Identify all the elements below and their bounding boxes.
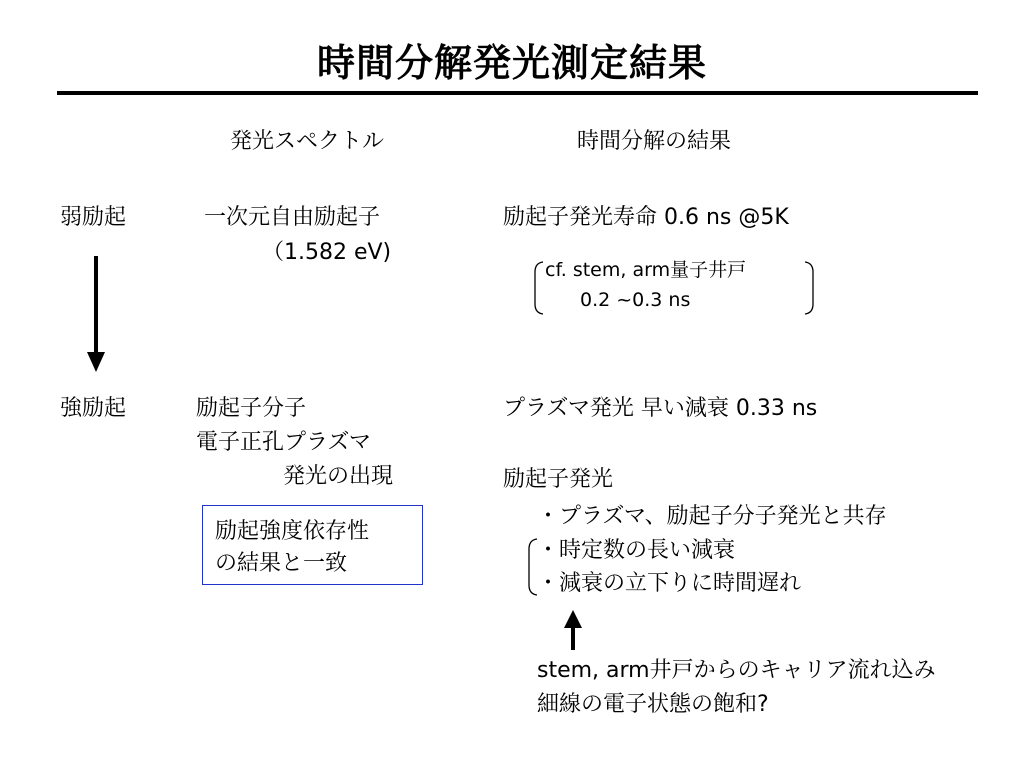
strong-spectrum-line3: 発光の出現: [283, 464, 394, 489]
strong-spectrum-line2: 電子正孔プラズマ: [196, 430, 371, 455]
strong-spectrum-line1: 励起子分子: [196, 396, 307, 421]
conclusion-box-line2: の結果と一致: [215, 551, 348, 576]
weak-spectrum-line1: 一次元自由励起子: [204, 205, 381, 230]
excitation-down-arrow: [87, 256, 105, 372]
note-up-arrow: [564, 610, 582, 650]
cf-right-bracket: [805, 262, 813, 314]
plasma-result: プラズマ発光 早い減衰 0.33 ns: [503, 396, 818, 421]
conclusion-box-line1: 励起強度依存性: [215, 519, 370, 544]
bullet-item: ・時定数の長い減衰: [537, 538, 736, 563]
bullets-left-bracket: [529, 539, 537, 595]
strong-excitation-label: 強励起: [60, 396, 127, 421]
note-line2: 細線の電子状態の飽和?: [537, 692, 769, 717]
cf-line1: cf. stem, arm量子井戸: [545, 259, 747, 281]
page-title: 時間分解発光測定結果: [316, 41, 707, 85]
weak-excitation-label: 弱励起: [60, 205, 127, 230]
weak-spectrum-line2: （1.582 eV): [262, 240, 392, 265]
weak-result: 励起子発光寿命 0.6 ns @5K: [503, 205, 789, 230]
bullet-item: ・減衰の立下りに時間遅れ: [537, 571, 802, 596]
header-spectrum: 発光スペクトル: [230, 129, 385, 154]
note-line1: stem, arm井戸からのキャリア流れ込み: [537, 658, 936, 683]
exciton-emission-title: 励起子発光: [503, 467, 614, 492]
header-time-resolved: 時間分解の結果: [577, 129, 732, 154]
bullet-item: ・プラズマ、励起子分子発光と共存: [537, 504, 887, 529]
cf-line2: 0.2 ~0.3 ns: [580, 289, 691, 311]
cf-left-bracket: [535, 262, 543, 314]
